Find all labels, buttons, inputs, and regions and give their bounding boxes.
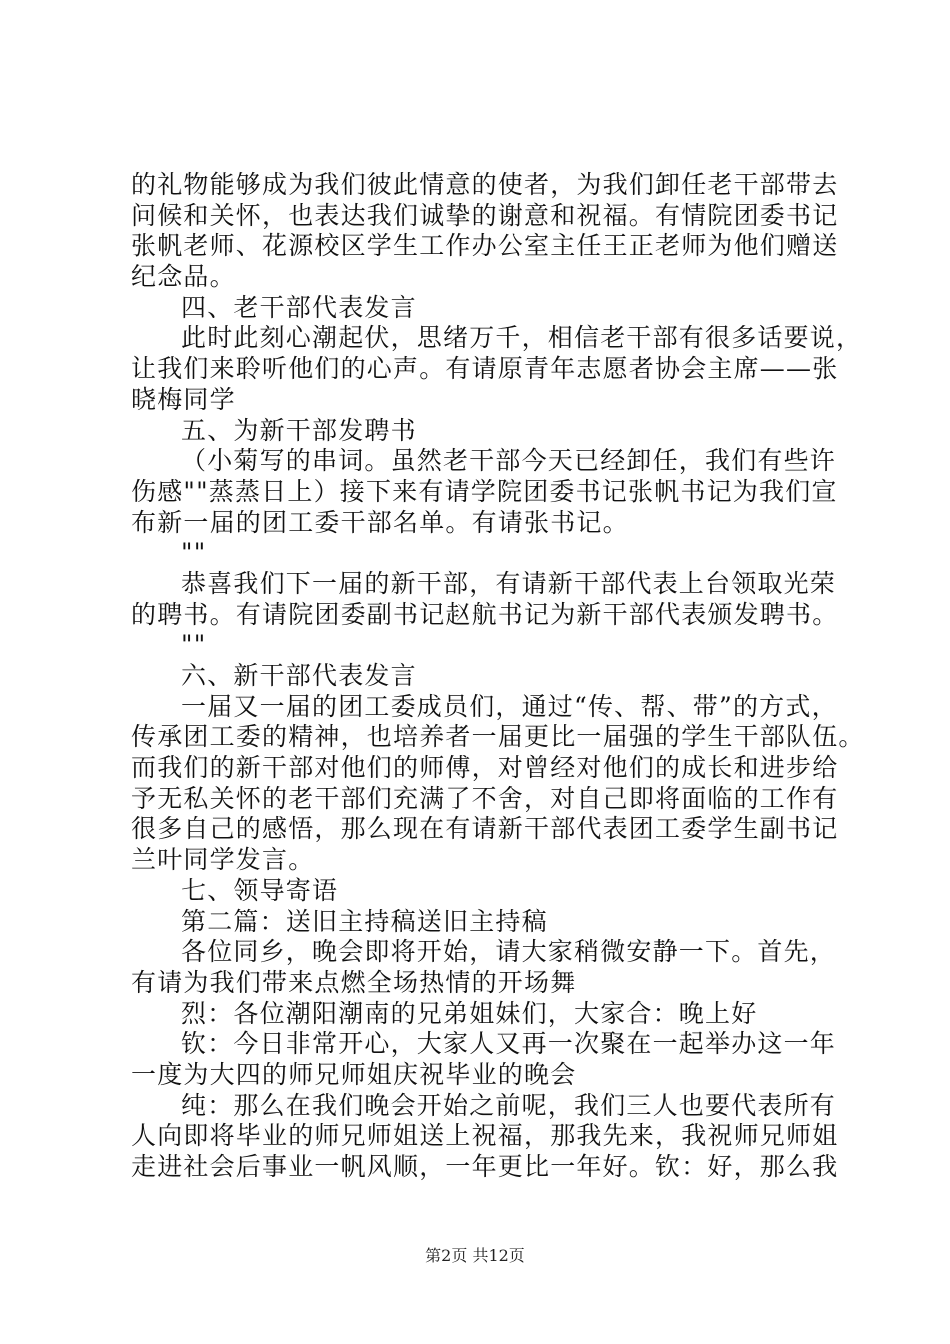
text-line: 的礼物能够成为我们彼此情意的使者，为我们卸任老干部带去	[131, 170, 839, 199]
text-line: 晓梅同学	[131, 384, 236, 414]
text-line: 予无私关怀的老干部们充满了不舍，对自己即将面临的工作有	[131, 783, 839, 813]
text-line: 各位同乡，晚会即将开始，请大家稍微安静一下。首先，	[181, 937, 837, 967]
text-line: 钦：今日非常开心，大家人又再一次聚在一起举办这一年	[181, 1029, 837, 1059]
text-line: 一届又一届的团工委成员们，通过“传、帮、带”的方式，	[181, 691, 838, 721]
text-line: 伤感""蒸蒸日上）接下来有请学院团委书记张帆书记为我们宣	[131, 476, 838, 506]
text-line: 布新一届的团工委干部名单。有请张书记。	[131, 507, 629, 537]
text-line: 六、新干部代表发言	[181, 661, 417, 690]
text-line: 有请为我们带来点燃全场热情的开场舞	[131, 967, 577, 997]
text-line: 兰叶同学发言。	[131, 845, 315, 875]
text-line: （小菊写的串词。虽然老干部今天已经卸任，我们有些许	[181, 446, 837, 476]
text-line: 纪念品。	[131, 262, 236, 292]
text-line: 烈：各位潮阳潮南的兄弟姐妹们，大家合：晚上好	[181, 998, 758, 1028]
text-line: 恭喜我们下一届的新干部，有请新干部代表上台领取光荣	[181, 568, 837, 598]
text-line: 五、为新干部发聘书	[181, 415, 417, 445]
text-line: ""	[181, 630, 207, 660]
text-line: 走进社会后事业一帆风顺，一年更比一年好。钦：好，那么我	[131, 1152, 839, 1181]
text-line: 让我们来聆听他们的心声。有请原青年志愿者协会主席——张	[131, 354, 839, 384]
text-line: 人向即将毕业的师兄师姐送上祝福，那我先来，我祝师兄师姐	[131, 1121, 839, 1151]
text-line: 传承团工委的精神，也培养者一届更比一届强的学生干部队伍。	[131, 722, 865, 752]
text-line: ""	[181, 538, 207, 568]
text-line: 七、领导寄语	[181, 875, 339, 905]
text-line: 纯：那么在我们晚会开始之前呢，我们三人也要代表所有	[181, 1090, 837, 1120]
text-line: 第二篇：送旧主持稿送旧主持稿	[181, 906, 548, 936]
text-line: 的聘书。有请院团委副书记赵航书记为新干部代表颁发聘书。	[131, 599, 839, 629]
text-line: 此时此刻心潮起伏，思绪万千，相信老干部有很多话要说，	[181, 323, 863, 353]
page-footer: 第2页 共12页	[425, 1246, 525, 1265]
text-line: 四、老干部代表发言	[181, 292, 417, 322]
text-line: 很多自己的感悟，那么现在有请新干部代表团工委学生副书记	[131, 814, 839, 844]
document-body	[131, 170, 865, 1183]
text-line: 一度为大四的师兄师姐庆祝毕业的晚会	[131, 1059, 577, 1089]
text-line: 而我们的新干部对他们的师傅，对曾经对他们的成长和进步给	[131, 753, 839, 783]
text-line: 问候和关怀，也表达我们诚挚的谢意和祝福。有情院团委书记	[131, 200, 839, 230]
text-line: 张帆老师、花源校区学生工作办公室主任王正老师为他们赠送	[131, 231, 839, 261]
